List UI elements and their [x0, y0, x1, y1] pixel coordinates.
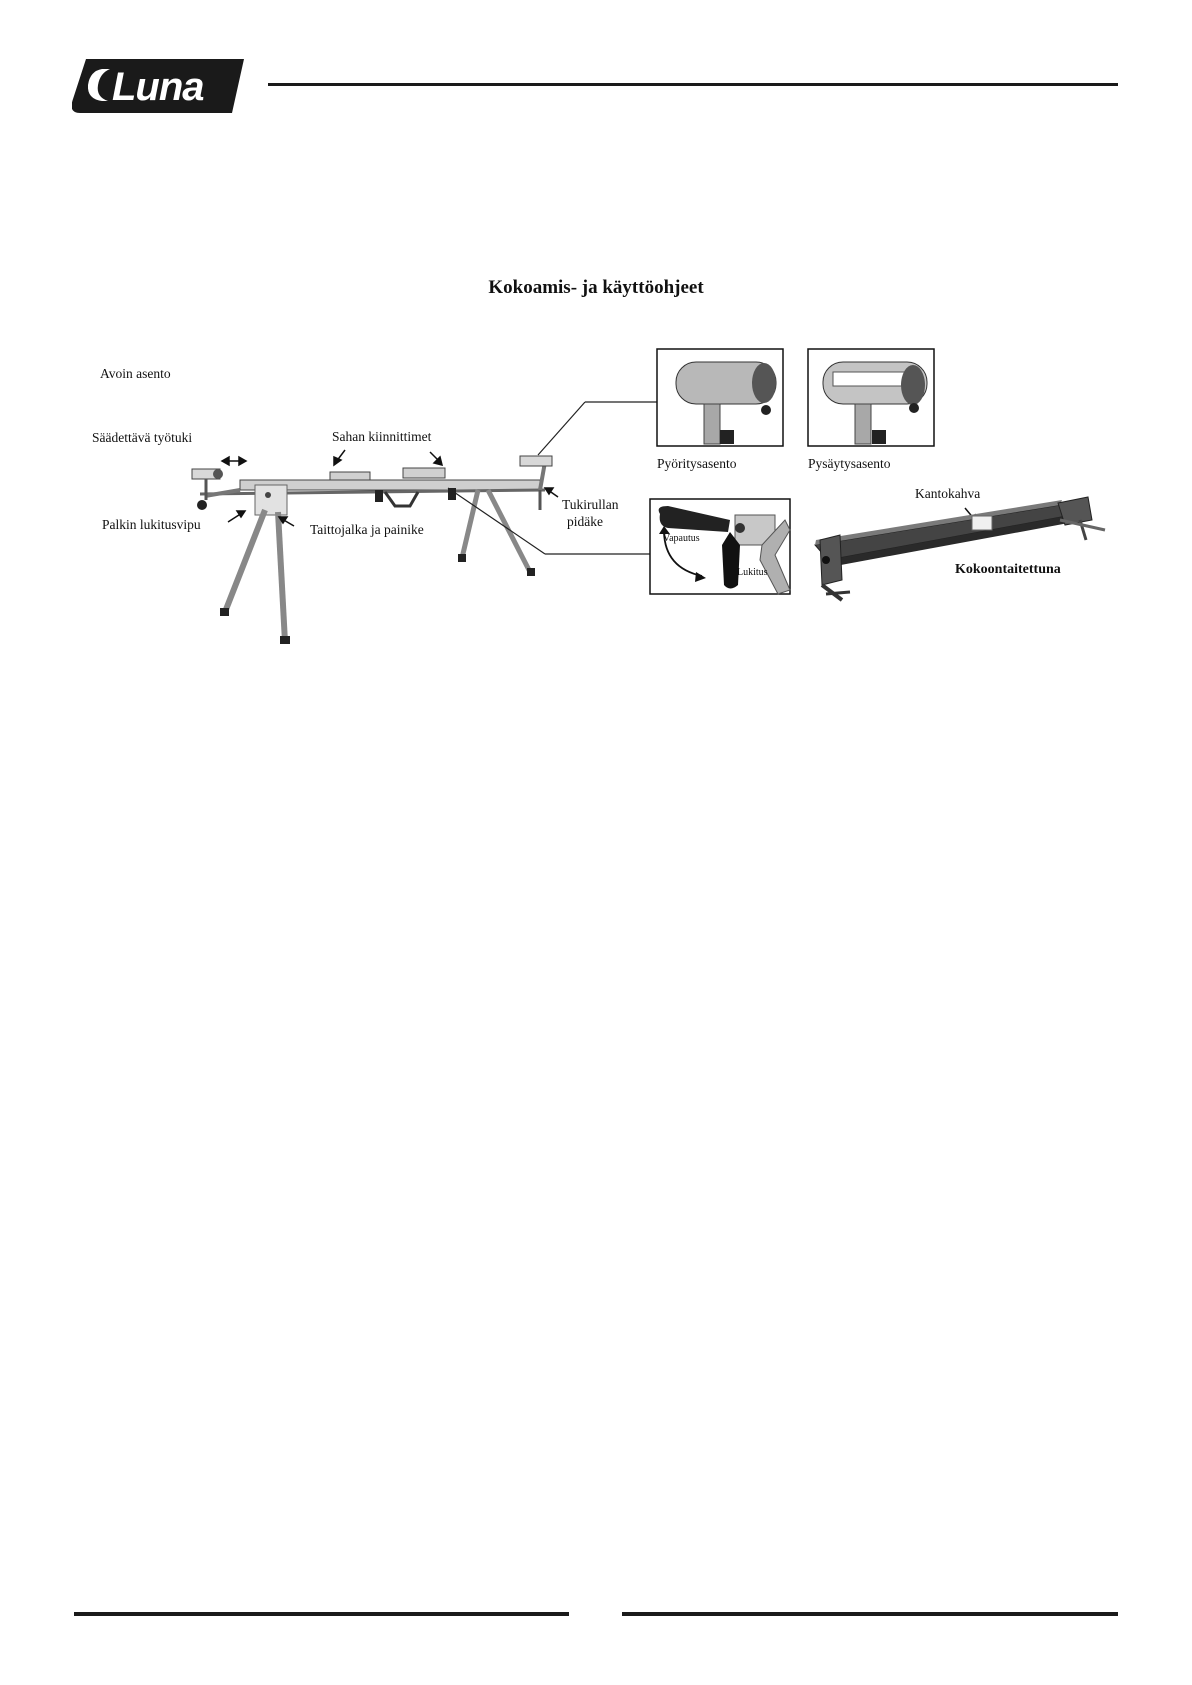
label-roller-holder-1: Tukirullan — [562, 497, 619, 512]
miter-saw-stand — [192, 456, 552, 644]
inset-rotating-position — [657, 349, 783, 446]
label-adjustable-support: Säädettävä työtuki — [92, 430, 193, 445]
label-roller-holder-2: pidäke — [567, 514, 603, 529]
label-carry-handle: Kantokahva — [915, 486, 981, 501]
folded-stand — [815, 497, 1105, 600]
svg-text:Luna: Luna — [112, 65, 204, 109]
label-stop-position: Pysäytysasento — [808, 456, 891, 471]
inset-lock-lever — [650, 499, 790, 594]
label-release: Vapautus — [663, 533, 700, 544]
label-folded: Kokoontaitettuna — [955, 562, 1061, 577]
label-rotating-position: Pyöritysasento — [657, 456, 737, 471]
inset-stop-position — [808, 349, 934, 446]
illustration — [0, 0, 1192, 700]
page-title: Kokoamis- ja käyttöohjeet — [488, 277, 704, 298]
label-saw-mounts: Sahan kiinnittimet — [332, 429, 432, 444]
footer-rule-left — [74, 1612, 569, 1616]
callout-lines — [448, 402, 657, 554]
label-folding-leg-button: Taittojalka ja painike — [310, 522, 424, 537]
label-beam-lock-lever: Palkin lukitusvipu — [102, 517, 201, 532]
footer-rule-right — [622, 1612, 1118, 1616]
label-lock: Lukitus — [737, 567, 768, 578]
label-open-position: Avoin asento — [100, 366, 171, 381]
